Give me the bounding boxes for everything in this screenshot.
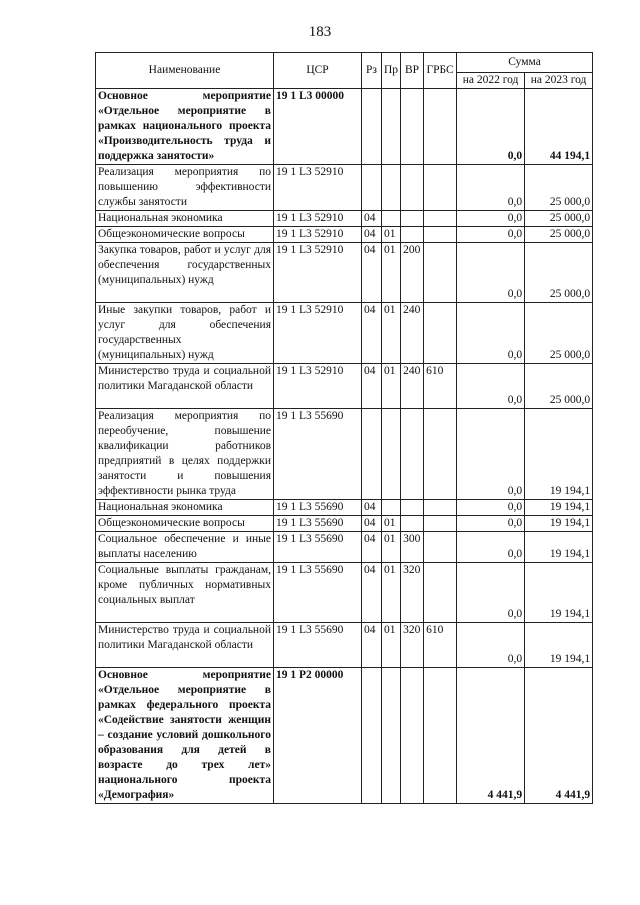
table-row bbox=[96, 227, 593, 243]
table-cell-grbs bbox=[424, 165, 457, 211]
table-cell-pr bbox=[382, 668, 401, 804]
table-cell-rz bbox=[362, 668, 382, 804]
table-cell-vr bbox=[401, 211, 424, 227]
table-cell-rz: 04 bbox=[362, 303, 382, 364]
table-row bbox=[96, 516, 593, 532]
table-cell-pr: 01 bbox=[382, 303, 401, 364]
table-cell-pr: 01 bbox=[382, 227, 401, 243]
table-cell-csr: 19 1 L3 55690 bbox=[274, 409, 362, 500]
table-cell-2023: 25 000,0 bbox=[525, 303, 593, 364]
table-cell-vr: 240 bbox=[401, 364, 424, 409]
table-cell-vr bbox=[401, 409, 424, 500]
table-row bbox=[96, 623, 593, 668]
table-row bbox=[96, 243, 593, 303]
table-cell-2023: 25 000,0 bbox=[525, 165, 593, 211]
table-cell-2023: 44 194,1 bbox=[525, 89, 593, 165]
table-cell-rz: 04 bbox=[362, 243, 382, 303]
table-cell-name: Реализация мероприятия по повышению эффективности службы занятости bbox=[96, 165, 274, 211]
table-cell-rz: 04 bbox=[362, 516, 382, 532]
table-cell-grbs: 610 bbox=[424, 364, 457, 409]
table-cell-vr: 240 bbox=[401, 303, 424, 364]
table-cell-2022: 4 441,9 bbox=[457, 668, 525, 804]
table-cell-csr: 19 1 L3 52910 bbox=[274, 165, 362, 211]
table-cell-grbs bbox=[424, 409, 457, 500]
table-cell-csr: 19 1 L3 55690 bbox=[274, 516, 362, 532]
table-cell-pr: 01 bbox=[382, 516, 401, 532]
table-cell-vr: 320 bbox=[401, 563, 424, 623]
table-cell-2023: 25 000,0 bbox=[525, 211, 593, 227]
table-cell-name: Министерство труда и социальной политики Магаданской области bbox=[96, 623, 274, 668]
table-cell-name: Иные закупки товаров, работ и услуг для обеспечения государственных (муниципальных) нужд bbox=[96, 303, 274, 364]
table-row bbox=[96, 563, 593, 623]
table-body bbox=[96, 89, 593, 804]
table-cell-csr: 19 1 L3 55690 bbox=[274, 532, 362, 563]
table-cell-pr bbox=[382, 409, 401, 500]
table-cell-vr bbox=[401, 227, 424, 243]
table-cell-rz: 04 bbox=[362, 500, 382, 516]
header-year-2023: на 2023 год bbox=[525, 73, 593, 89]
table-cell-grbs bbox=[424, 243, 457, 303]
table-cell-grbs: 610 bbox=[424, 623, 457, 668]
table-cell-pr: 01 bbox=[382, 532, 401, 563]
table-cell-2023: 19 194,1 bbox=[525, 409, 593, 500]
table-cell-rz bbox=[362, 89, 382, 165]
table-cell-name: Реализация мероприятия по переобучение, повышение квалификации работников предприятий в целях поддержки занятости и повышения эффективности рынка труда bbox=[96, 409, 274, 500]
table-cell-2023: 25 000,0 bbox=[525, 364, 593, 409]
table-cell-2022: 0,0 bbox=[457, 409, 525, 500]
table-cell-2023: 25 000,0 bbox=[525, 227, 593, 243]
table-cell-2022: 0,0 bbox=[457, 563, 525, 623]
table-cell-rz: 04 bbox=[362, 623, 382, 668]
table-cell-2022: 0,0 bbox=[457, 364, 525, 409]
table-cell-rz: 04 bbox=[362, 227, 382, 243]
table-cell-grbs bbox=[424, 303, 457, 364]
table-cell-2022: 0,0 bbox=[457, 165, 525, 211]
table-cell-rz bbox=[362, 409, 382, 500]
table-cell-2022: 0,0 bbox=[457, 89, 525, 165]
table-cell-csr: 19 1 L3 52910 bbox=[274, 227, 362, 243]
table-cell-2023: 19 194,1 bbox=[525, 516, 593, 532]
header-rz: Рз bbox=[362, 53, 382, 89]
table-cell-2023: 19 194,1 bbox=[525, 623, 593, 668]
table-cell-2022: 0,0 bbox=[457, 500, 525, 516]
table-cell-pr bbox=[382, 211, 401, 227]
table-cell-2022: 0,0 bbox=[457, 243, 525, 303]
table-cell-rz: 04 bbox=[362, 211, 382, 227]
page-number: 183 bbox=[308, 24, 332, 40]
table-row bbox=[96, 409, 593, 500]
header-pr: Пр bbox=[382, 53, 401, 89]
table-cell-grbs bbox=[424, 89, 457, 165]
table-cell-csr: 19 1 L3 52910 bbox=[274, 364, 362, 409]
table-cell-rz: 04 bbox=[362, 532, 382, 563]
table-cell-name: Министерство труда и социальной политики Магаданской области bbox=[96, 364, 274, 409]
table-row bbox=[96, 303, 593, 364]
table-cell-csr: 19 1 L3 52910 bbox=[274, 243, 362, 303]
table-cell-2023: 19 194,1 bbox=[525, 532, 593, 563]
table-cell-name: Основное мероприятие «Отдельное мероприятие в рамках национального проекта «Производительность труда и поддержка занятости» bbox=[96, 89, 274, 165]
table-cell-name: Национальная экономика bbox=[96, 500, 274, 516]
table-cell-csr: 19 1 P2 00000 bbox=[274, 668, 362, 804]
table-cell-name: Закупка товаров, работ и услуг для обеспечения государственных (муниципальных) нужд bbox=[96, 243, 274, 303]
table-cell-pr bbox=[382, 89, 401, 165]
budget-table bbox=[95, 52, 593, 804]
table-cell-grbs bbox=[424, 211, 457, 227]
table-cell-pr: 01 bbox=[382, 563, 401, 623]
table-cell-2022: 0,0 bbox=[457, 532, 525, 563]
table-cell-csr: 19 1 L3 55690 bbox=[274, 563, 362, 623]
table-row bbox=[96, 165, 593, 211]
table-cell-csr: 19 1 L3 55690 bbox=[274, 623, 362, 668]
table-cell-vr: 200 bbox=[401, 243, 424, 303]
table-row bbox=[96, 211, 593, 227]
table-cell-name: Общеэкономические вопросы bbox=[96, 227, 274, 243]
table-cell-grbs bbox=[424, 227, 457, 243]
table-cell-2023: 4 441,9 bbox=[525, 668, 593, 804]
table-cell-pr: 01 bbox=[382, 623, 401, 668]
table-cell-pr: 01 bbox=[382, 243, 401, 303]
table-cell-rz bbox=[362, 165, 382, 211]
table-cell-2023: 19 194,1 bbox=[525, 500, 593, 516]
table-cell-vr bbox=[401, 500, 424, 516]
table-cell-csr: 19 1 L3 52910 bbox=[274, 303, 362, 364]
table-cell-pr bbox=[382, 500, 401, 516]
table-cell-name: Социальные выплаты гражданам, кроме публичных нормативных социальных выплат bbox=[96, 563, 274, 623]
table-cell-rz: 04 bbox=[362, 563, 382, 623]
table-cell-vr bbox=[401, 89, 424, 165]
table-cell-2022: 0,0 bbox=[457, 227, 525, 243]
table-row bbox=[96, 89, 593, 165]
header-name: Наименование bbox=[96, 53, 274, 89]
table-cell-grbs bbox=[424, 563, 457, 623]
table-cell-pr: 01 bbox=[382, 364, 401, 409]
table-row bbox=[96, 500, 593, 516]
table-cell-grbs bbox=[424, 532, 457, 563]
header-grbs: ГРБС bbox=[424, 53, 457, 89]
table-cell-grbs bbox=[424, 500, 457, 516]
table-cell-name: Общеэкономические вопросы bbox=[96, 516, 274, 532]
table-cell-vr: 320 bbox=[401, 623, 424, 668]
header-csr: ЦСР bbox=[274, 53, 362, 89]
table-cell-grbs bbox=[424, 516, 457, 532]
table-cell-name: Социальное обеспечение и иные выплаты населению bbox=[96, 532, 274, 563]
table-cell-vr bbox=[401, 165, 424, 211]
table-cell-2022: 0,0 bbox=[457, 211, 525, 227]
table-cell-vr: 300 bbox=[401, 532, 424, 563]
table-cell-csr: 19 1 L3 52910 bbox=[274, 211, 362, 227]
table-cell-grbs bbox=[424, 668, 457, 804]
table-cell-2022: 0,0 bbox=[457, 516, 525, 532]
table-cell-vr bbox=[401, 516, 424, 532]
table-row bbox=[96, 532, 593, 563]
table-cell-name: Национальная экономика bbox=[96, 211, 274, 227]
table-cell-2023: 19 194,1 bbox=[525, 563, 593, 623]
table-cell-name: Основное мероприятие «Отдельное мероприятие в рамках федерального проекта «Содействие занятости женщин – создание условий дошкольного образования для детей в возрасте до трех лет» национального проекта «Демография» bbox=[96, 668, 274, 804]
table-cell-rz: 04 bbox=[362, 364, 382, 409]
table-cell-2023: 25 000,0 bbox=[525, 243, 593, 303]
header-vr: ВР bbox=[401, 53, 424, 89]
table-cell-csr: 19 1 L3 00000 bbox=[274, 89, 362, 165]
header-year-2022: на 2022 год bbox=[457, 73, 525, 89]
table-cell-vr bbox=[401, 668, 424, 804]
table-row bbox=[96, 364, 593, 409]
table-cell-2022: 0,0 bbox=[457, 303, 525, 364]
table-cell-pr bbox=[382, 165, 401, 211]
table-cell-csr: 19 1 L3 55690 bbox=[274, 500, 362, 516]
header-sum: Сумма bbox=[457, 53, 593, 73]
table-row bbox=[96, 668, 593, 804]
table-cell-2022: 0,0 bbox=[457, 623, 525, 668]
